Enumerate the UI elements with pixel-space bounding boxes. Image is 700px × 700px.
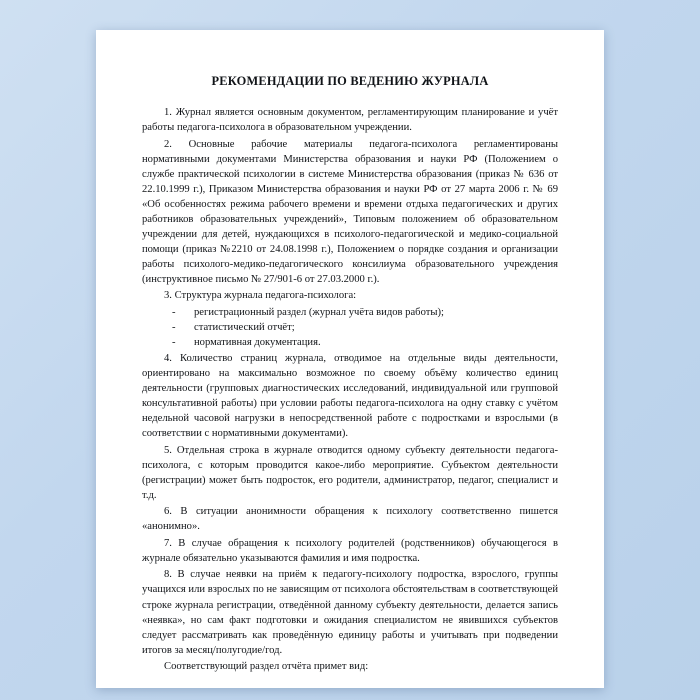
journal-structure-list (142, 305, 558, 350)
paragraph-7: 7. В случае обращения к психологу родителей (родственников) обучающегося в журнале обязательно указываются фамилия и имя подростка. (142, 537, 558, 564)
paragraph-1: 1. Журнал является основным документом, регламентирующим планирование и учёт работы педагога-психолога в образовательном учреждении. (142, 107, 558, 134)
paragraph-2: 2. Основные рабочие материалы педагога-психолога регламентированы нормативными документами Министерства образования и науки РФ (Положением о службе практической психологии в системе Министерства образования (приказ № 636 от 22.10.1999 г.), Приказом Министерства образования и науки РФ от 27 марта 2006 г. № 69 «Об особенностях режима рабочего времени и времени отдыха педагогических и других работников образовательных учреждений», Типовым положением об образовательном учреждении для детей, нуждающихся в психолого-педагогической и медико-социальной помощи (приказ №2210 от 24.08.1998 г.), Положением о порядке создания и организации работы психолого-медико-педагогического консилиума образовательного учреждения (инструктивное письмо № 27/901-6 от 27.03.2000 г.). (142, 138, 558, 285)
page-title: РЕКОМЕНДАЦИИ ПО ВЕДЕНИЮ ЖУРНАЛА (211, 74, 489, 88)
paragraph-3: 3. Структура журнала педагога-психолога: (164, 290, 357, 302)
paragraph-8: 8. В случае неявки на приём к педагогу-психологу подростка, взрослого, группы учащихся или взрослых по не зависящим от психолога обстоятельствам в соответствующей строке журнала регистрации, отведённой данному субъекту деятельности, делается запись «неявка», но сам факт подготовки и ожидания специалистом не явившихся субъектов следует рассматривать как проведённую единицу работы и учитывать при подведении итогов за месяц/полугодие/год. (142, 569, 558, 656)
list-item: - нормативная документация. (142, 335, 558, 350)
list-item: - статистический отчёт; (142, 320, 558, 335)
paragraph-6: 6. В ситуации анонимности обращения к психологу соответственно пишется «анонимно». (142, 506, 558, 533)
paragraph-4: 4. Количество страниц журнала, отводимое на отдельные виды деятельности, ориентировано на максимально возможное по своему объёму количество единиц деятельности (групповых диагностических исследований, индивидуальной или групповой консультативной работы) при условии работы педагога-психолога на одну ставку с учётом недельной часовой нагрузки в непосредственной работе с подростками и взрослыми (в соответствии с нормативными документами). (142, 353, 558, 440)
page-content (96, 30, 604, 674)
list-item: - регистрационный раздел (журнал учёта видов работы); (142, 305, 558, 320)
paragraph-closing: Соответствующий раздел отчёта примет вид: (164, 661, 369, 673)
document-page (96, 30, 604, 688)
paragraph-5: 5. Отдельная строка в журнале отводится одному субъекту деятельности педагога-психолога, с которым проводится какое-либо мероприятие. Субъектом деятельности (регистрации) может быть подросток, его родители, администратор, педагог, специалист и т.д. (142, 444, 558, 501)
